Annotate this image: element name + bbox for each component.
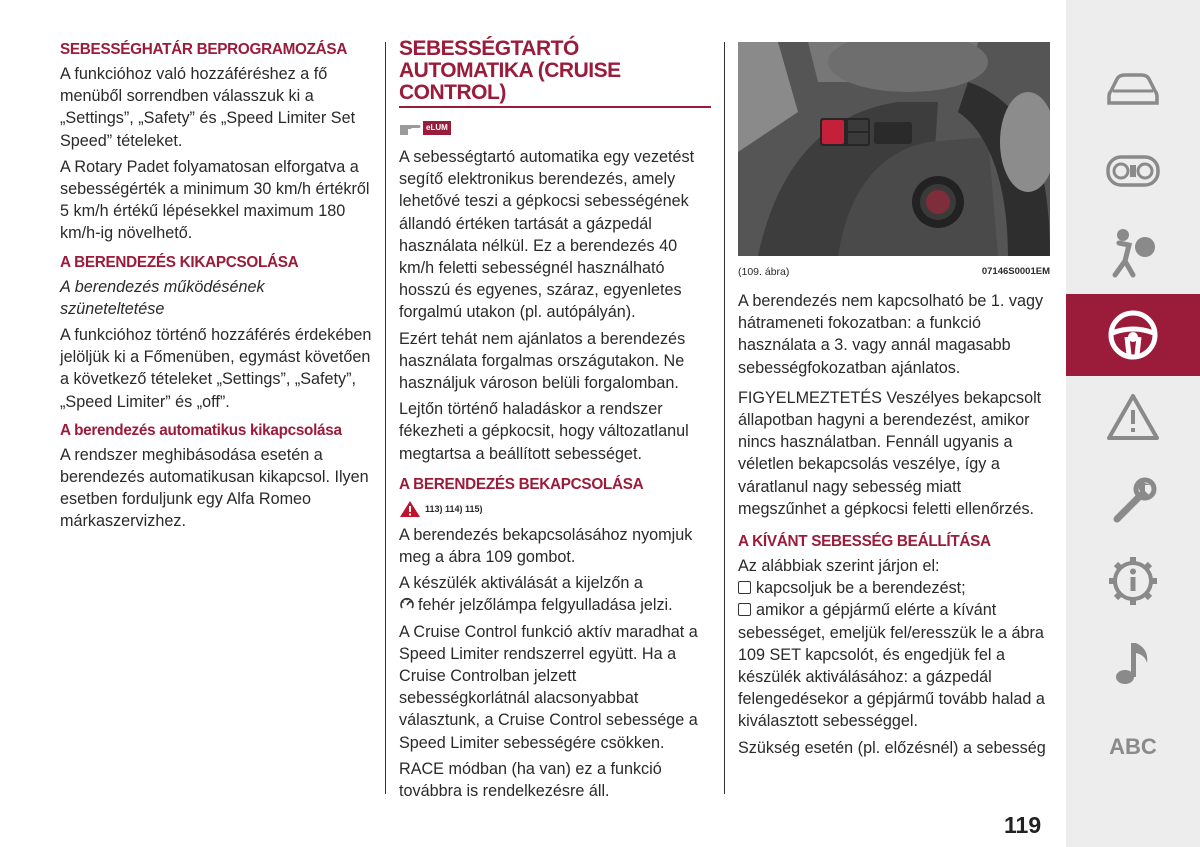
list-item — [738, 577, 1050, 599]
chapter-sidebar — [1066, 0, 1200, 847]
tab-car[interactable] — [1066, 48, 1200, 130]
equipment-badge — [399, 118, 711, 138]
checkbox-bullet-icon — [738, 581, 751, 594]
list-item — [738, 599, 1050, 732]
tab-warnings[interactable] — [1066, 376, 1200, 458]
paragraph: RACE módban (ha van) ez a funkció továbbra is rendelkezésre áll. — [399, 759, 662, 801]
column-divider — [385, 42, 386, 794]
heading-deactivation: A BERENDEZÉS KIKAPCSOLÁSA — [60, 253, 299, 271]
figure-caption — [738, 266, 1050, 278]
checkbox-bullet-icon — [738, 603, 751, 616]
warning-references — [399, 500, 711, 518]
paragraph: Lejtőn történő haladáskor a rendszer fékezheti a gépkocsit, hogy változatlanul megtartsa a beállított sebességet. — [399, 400, 689, 463]
list-item-text: amikor a gépjármű elérte a kívánt sebességet, emeljük fel/eresszük le a ábra 109 SET kapcsolót, és engedjük fel a készülék aktiválásához: a gázpedál felengedésekor a gépjármű tovább halad a kiválasztott sebességgel. — [738, 601, 1045, 731]
steering-wheel-photo — [738, 42, 1050, 256]
column-divider — [724, 42, 725, 794]
tab-multimedia[interactable] — [1066, 622, 1200, 704]
pointing-hand-icon — [399, 120, 421, 136]
column-2 — [399, 38, 711, 802]
tab-driving[interactable] — [1066, 294, 1200, 376]
airbag-icon — [1105, 225, 1161, 281]
info-gear-icon — [1105, 553, 1161, 609]
warning-paragraph: FIGYELMEZTETÉS Veszélyes bekapcsolt állapotban hagyni a berendezést, amikor nincs használatban. Fennáll ugyanis a véletlen bekapcsolás veszélye, így a váratlanul nagy sebesség miatt megszűnhet a gépkocsi feletti ellenőrzés. — [738, 388, 1042, 518]
paragraph: A funkcióhoz való hozzáféréshez a fő menüből sorrendben válasszuk ki a „Settings”, „Safety” és „Speed Limiter Set Speed” tételeket. — [60, 65, 356, 150]
heading-speed-limit-programming: SEBESSÉGHATÁR BEPROGRAMOZÁSA — [60, 41, 348, 58]
text-fragment: fehér jelzőlámpa felgyulladása jelzi. — [418, 596, 673, 615]
paragraph: A Rotary Padet folyamatosan elforgatva a sebességérték a minimum 30 km/h értékről 5 km/h értékű lépésekkel maximum 180 km/h-ig növelhető. — [60, 157, 370, 243]
heading-activation: A BERENDEZÉS BEKAPCSOLÁSA — [399, 475, 644, 493]
warning-icon — [1105, 392, 1161, 442]
cruise-control-indicator-icon — [399, 596, 415, 612]
warning-triangle-icon — [399, 500, 421, 518]
text-fragment: A készülék aktiválását a kijelzőn a — [399, 574, 643, 593]
figure-code: 07146S0001EM — [981, 266, 1050, 277]
abc-index-label: ABC — [1109, 734, 1157, 759]
paragraph: A berendezés bekapcsolásához nyomjuk meg a ábra 109 gombot. — [399, 525, 693, 567]
tab-index[interactable] — [1066, 706, 1200, 788]
column-3 — [738, 38, 1050, 759]
tab-dashboard[interactable] — [1066, 130, 1200, 212]
section-title-cruise-control: SEBESSÉGTARTÓ AUTOMATIKA (CRUISE CONTROL) — [399, 38, 711, 108]
tab-technical-data[interactable] — [1066, 540, 1200, 622]
paragraph — [399, 572, 711, 616]
paragraph: Ezért tehát nem ajánlatos a berendezés használata forgalmas országutakon. Ne használjuk városon belüli forgalomban. — [399, 329, 686, 393]
wrench-icon — [1105, 471, 1161, 527]
paragraph: A berendezés nem kapcsolható be 1. vagy hátrameneti fokozatban: a funkció használata a 3. vagy annál magasabb sebességfokozatban ajánlatos. — [738, 292, 1044, 377]
car-icon — [1105, 69, 1161, 109]
tab-maintenance[interactable] — [1066, 458, 1200, 540]
paragraph: A sebességtartó automatika egy vezetést segítő elektronikus berendezés, amely lehetővé teszi a gépkocsi sebességének állandó értéken tartását a gázpedál használata nélkül. Ez a berendezés 40 km/h feletti sebességnél használható hosszú és egyenes, száraz, egyenletes forgalmú utakon (pl. autópályán). — [399, 148, 695, 322]
warning-reference-numbers: 113) 114) 115) — [425, 503, 483, 514]
dashboard-icon — [1105, 151, 1161, 191]
paragraph: A rendszer meghibásodása esetén a berendezés automatikusan kikapcsol. Ilyen esetben forduljunk egy Alfa Romeo márkaszervizhez. — [60, 445, 369, 531]
paragraph: Szükség esetén (pl. előzésnél) a sebesség — [738, 738, 1046, 757]
heading-auto-deactivation: A berendezés automatikus kikapcsolása — [60, 421, 342, 439]
elum-badge: eLUM — [423, 121, 451, 135]
list-item-text: kapcsoljuk be a berendezést; — [756, 579, 966, 598]
steering-wheel-icon — [1105, 307, 1161, 363]
paragraph: A funkcióhoz történő hozzáférés érdekében jelöljük ki a Főmenüben, egymást követően a következő tételeket „Settings”, „Safety”, „Speed Limiter” és „off”. — [60, 326, 372, 411]
heading-set-speed: A KÍVÁNT SEBESSÉG BEÁLLÍTÁSA — [738, 533, 991, 551]
paragraph: A Cruise Control funkció aktív maradhat a Speed Limiter rendszerrel együtt. Ha a Cruise Controlban jelzett sebességkorlátnál alacsonyabbat választunk, a Cruise Control sebessége a Speed Limiter sebességére csökken. — [399, 622, 698, 752]
column-1 — [60, 38, 372, 533]
page-number: 119 — [1004, 812, 1042, 838]
music-note-icon — [1105, 635, 1161, 691]
paragraph: Az alábbiak szerint járjon el: — [738, 557, 940, 576]
steering-wheel-illustration — [738, 42, 1050, 256]
figure-label: (109. ábra) — [738, 266, 790, 278]
tab-safety[interactable] — [1066, 212, 1200, 294]
subheading-pause: A berendezés működésének szüneteltetése — [60, 277, 265, 318]
